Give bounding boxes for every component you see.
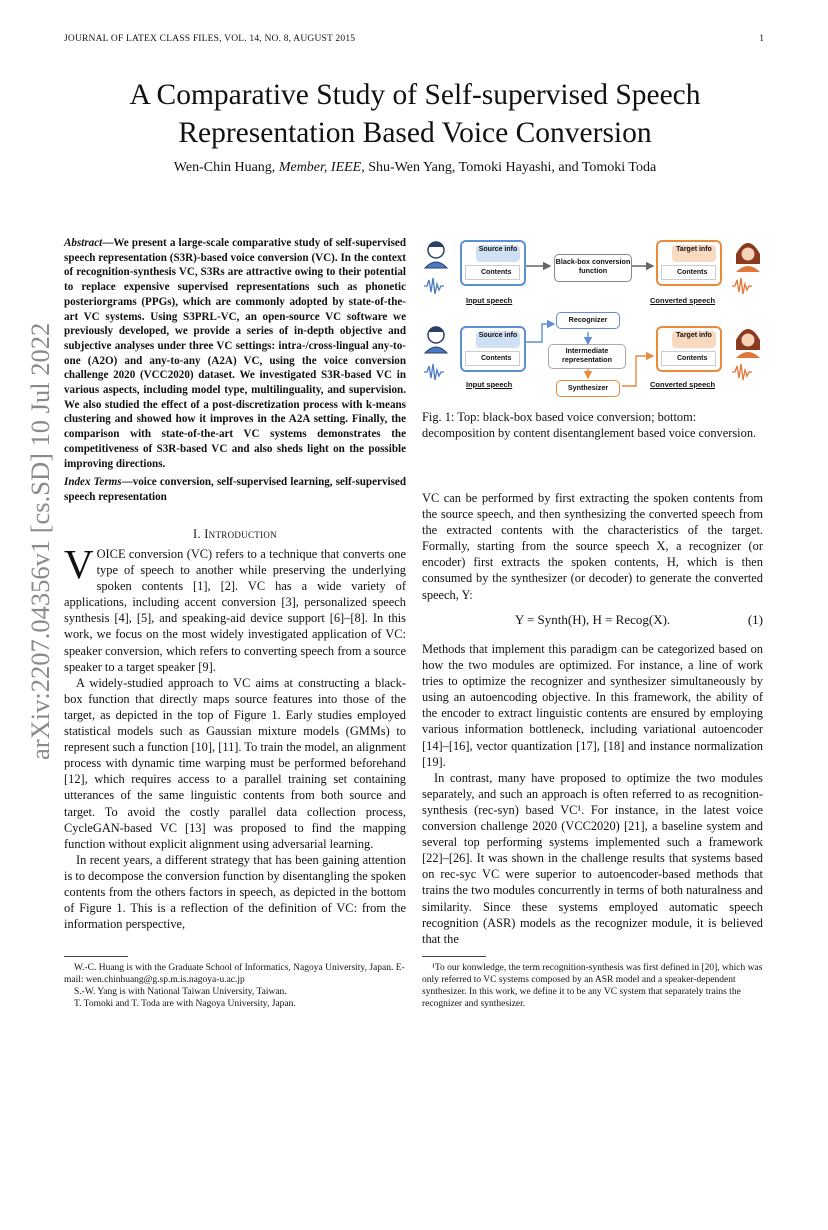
drop-cap: V xyxy=(64,541,94,587)
input-speech-label-bottom: Input speech xyxy=(466,380,513,389)
equation-number: (1) xyxy=(747,612,763,627)
recognizer-box: Recognizer xyxy=(556,312,620,329)
author-list xyxy=(60,160,770,176)
source-info-top: Source info xyxy=(476,245,520,262)
source-info-bottom: Source info xyxy=(476,331,520,348)
authors-member: Member, IEEE, xyxy=(278,160,365,175)
intro-paragraph-3: In recent years, a different strategy that has been gaining attention is to decompose the conversion function by disentangling the spoken contents from the others factors in speech, as depicted in the bottom of Figure 1. This is a reflection of the definition of VC: from the information perspective, xyxy=(64,852,406,932)
footnote-affiliation-3: T. Tomoki and T. Toda are with Nagoya University, Japan. xyxy=(74,999,296,1009)
source-box-bottom xyxy=(460,326,526,372)
section-number: I. xyxy=(193,527,201,541)
introduction-text xyxy=(64,541,406,932)
footnote-rule-left xyxy=(64,956,128,957)
target-speaker-icon-2 xyxy=(736,329,760,358)
intro-paragraph-2: A widely-studied approach to VC aims at constructing a black-box function that directly maps source features into those of the target, as depicted in the top of Figure 1. Early studies employed statistical models such as Gaussian mixture models (GMMs) to represent such a function [10], [11]. To train the model, an alignment process with dynamic time warping must be performed beforehand [12], which requires access to a parallel training set containing utterances of the same linguistic contents from both source and target. To avoid the costly parallel data collection process, CycleGAN-based VC [13] was proposed to find the mapping function without explicit alignment using adversarial learning. xyxy=(64,675,406,851)
converted-speech-label-bottom: Converted speech xyxy=(650,380,716,389)
page-number: 1 xyxy=(759,34,764,44)
equation-1 xyxy=(422,612,763,630)
intro-paragraph-1 xyxy=(64,541,406,675)
index-terms xyxy=(64,475,406,504)
paper-title xyxy=(60,76,770,152)
index-terms-label: Index Terms xyxy=(64,476,122,488)
authors-post: Shu-Wen Yang, Tomoki Hayashi, and Tomoki Toda xyxy=(364,160,657,175)
authors-pre: Wen-Chin Huang, xyxy=(173,160,279,175)
contents-bottom-left: Contents xyxy=(465,351,520,366)
converted-speech-label-top: Converted speech xyxy=(650,296,716,305)
source-speaker-icon-2 xyxy=(425,327,447,353)
equation-formula: Y = Synth(H), H = Recog(X). xyxy=(514,612,671,627)
right-paragraph-2: Methods that implement this paradigm can be categorized based on how the two modules are optimized. For instance, a line of work tries to optimize the recognizer and synthesizer simultaneously by using an autoencoding objective. In this framework, the ability of the encoder to extract linguistic contents are ensured by employing various information bottleneck, including variational autoencoder [14]–[16], vector quantization [17], [18] and instance normalization [19]. xyxy=(422,642,763,769)
arxiv-stamp-wrap xyxy=(22,322,70,1230)
contents-top-left: Contents xyxy=(465,265,520,280)
target-info-bottom: Target info xyxy=(672,331,716,348)
right-paragraph-3: In contrast, many have proposed to optimize the two modules separately, and such an approach is often referred to as recognition-synthesis (rec-syn) based VC¹. For instance, in the latest voice conversion challenge 2020 (VCC2020) [21], a baseline system and several top performing systems implemented such a framework [22]–[26]. It was shown in the challenge results that systems based on rec-syc VC were superior to autoencoder-based methods that trains the two modules concurrently in terms of both naturalness and similarity. Since these systems employed automatic speech recognition (ASR) models as the recognizer module, it is believed that the xyxy=(422,770,763,946)
journal-header: JOURNAL OF LATEX CLASS FILES, VOL. 14, NO. 8, AUGUST 2015 xyxy=(64,34,356,44)
contents-bottom-right: Contents xyxy=(661,351,716,366)
footnote-affiliation-1: W.-C. Huang is with the Graduate School of Informatics, Nagoya University, Japan. E-mail: wen.chinhuang@g.sp.m.is.nagoya-u.ac.jp xyxy=(64,963,405,985)
synthesizer-box: Synthesizer xyxy=(556,380,620,397)
abstract-text: —We present a large-scale comparative study of self-supervised speech representation (S3R)-based voice conversion (VC). In the context of recognition-synthesis VC, S3Rs are attractive owing to their potential to replace expensive supervised representations such as phonetic posteriorgrams (PPGs), which are commonly adopted by state-of-the-art VC systems. Using S3PRL-VC, an open-source VC software we previously developed, we provide a series of in-depth objective and subjective analyses under three VC settings: intra-/cross-lingual any-to-one (A2O) and any-to-any (A2A) VC, using the voice conversion challenge 2020 (VCC2020) dataset. We investigated S3R-based VC in various aspects, including model type, multilinguality, and supervision. We also studied the effect of a post-discretization process with k-means clustering and showed how it improves in the A2A setting. Finally, the comparison with state-of-the-art VC systems demonstrates the competitiveness of S3R-based VC and also sheds light on the possible improving directions. xyxy=(64,237,406,470)
right-body xyxy=(422,641,763,947)
intro-p1-text: OICE conversion (VC) refers to a technique that converts one type of speech to another while preserving the underlying spoken contents [1], [2]. VC has a wide variety of applications, including accent conversion [3], personalized speech synthesis [4], [5], and speaking-aid device support [6]–[8]. In this work, we focus on the most widely investigated application of VC: speaker conversion, which refers to converting speech from a source speaker to a target speaker [9]. xyxy=(64,547,406,674)
footnote-affiliation-2: S.-W. Yang is with National Taiwan University, Taiwan. xyxy=(74,987,287,997)
footnote-rule-right xyxy=(422,956,486,957)
section-heading xyxy=(64,527,406,542)
input-speech-label-top: Input speech xyxy=(466,296,513,305)
abstract-label: Abstract xyxy=(64,237,103,249)
footnote-1-text: ¹To our konwledge, the term recognition-synthesis was first defined in [20], which was only referred to VC systems composed by an ASR model and a speaker-dependent synthesizer. In this work, we define it to be any VC system that separately trains the recognizer and synthesizer. xyxy=(422,963,763,1009)
arxiv-stamp[interactable]: arXiv:2207.04356v1 [cs.SD] 10 Jul 2022 xyxy=(25,322,55,760)
abstract xyxy=(64,236,406,471)
contents-top-right: Contents xyxy=(661,265,716,280)
target-info-top: Target info xyxy=(672,245,716,262)
target-box-top xyxy=(656,240,722,286)
footnote-1 xyxy=(422,962,763,1010)
title-line-2: Representation Based Voice Conversion xyxy=(178,117,652,149)
figure-caption: Fig. 1: Top: black-box based voice conversion; bottom: decomposition by content disentanglement based voice conversion. xyxy=(422,410,757,440)
target-box-bottom xyxy=(656,326,722,372)
right-paragraph-1: VC can be performed by first extracting the spoken contents from the source speech, and then synthesizing the converted speech from the extracted contents with the characteristics of the target. Formally, starting from the source speech X, a recognizer (or encoder) first extracts the spoken contents, H, which is then consumed by the synthesizer (or decoder) to generate the converted speech, Y: xyxy=(422,491,763,602)
figure-1 xyxy=(422,232,763,400)
affiliation-footnotes xyxy=(64,962,406,1010)
source-box-top xyxy=(460,240,526,286)
section-name: Introduction xyxy=(204,527,277,541)
index-terms-text: —voice conversion, self-supervised learning, self-supervised speech representation xyxy=(64,476,406,503)
blackbox-box: Black-box conversion function xyxy=(554,254,632,282)
intermediate-box: Intermediate representation xyxy=(548,344,626,369)
source-speaker-icon xyxy=(425,242,447,268)
target-speaker-icon xyxy=(736,243,760,272)
title-line-1: A Comparative Study of Self-supervised Speech xyxy=(129,79,701,111)
